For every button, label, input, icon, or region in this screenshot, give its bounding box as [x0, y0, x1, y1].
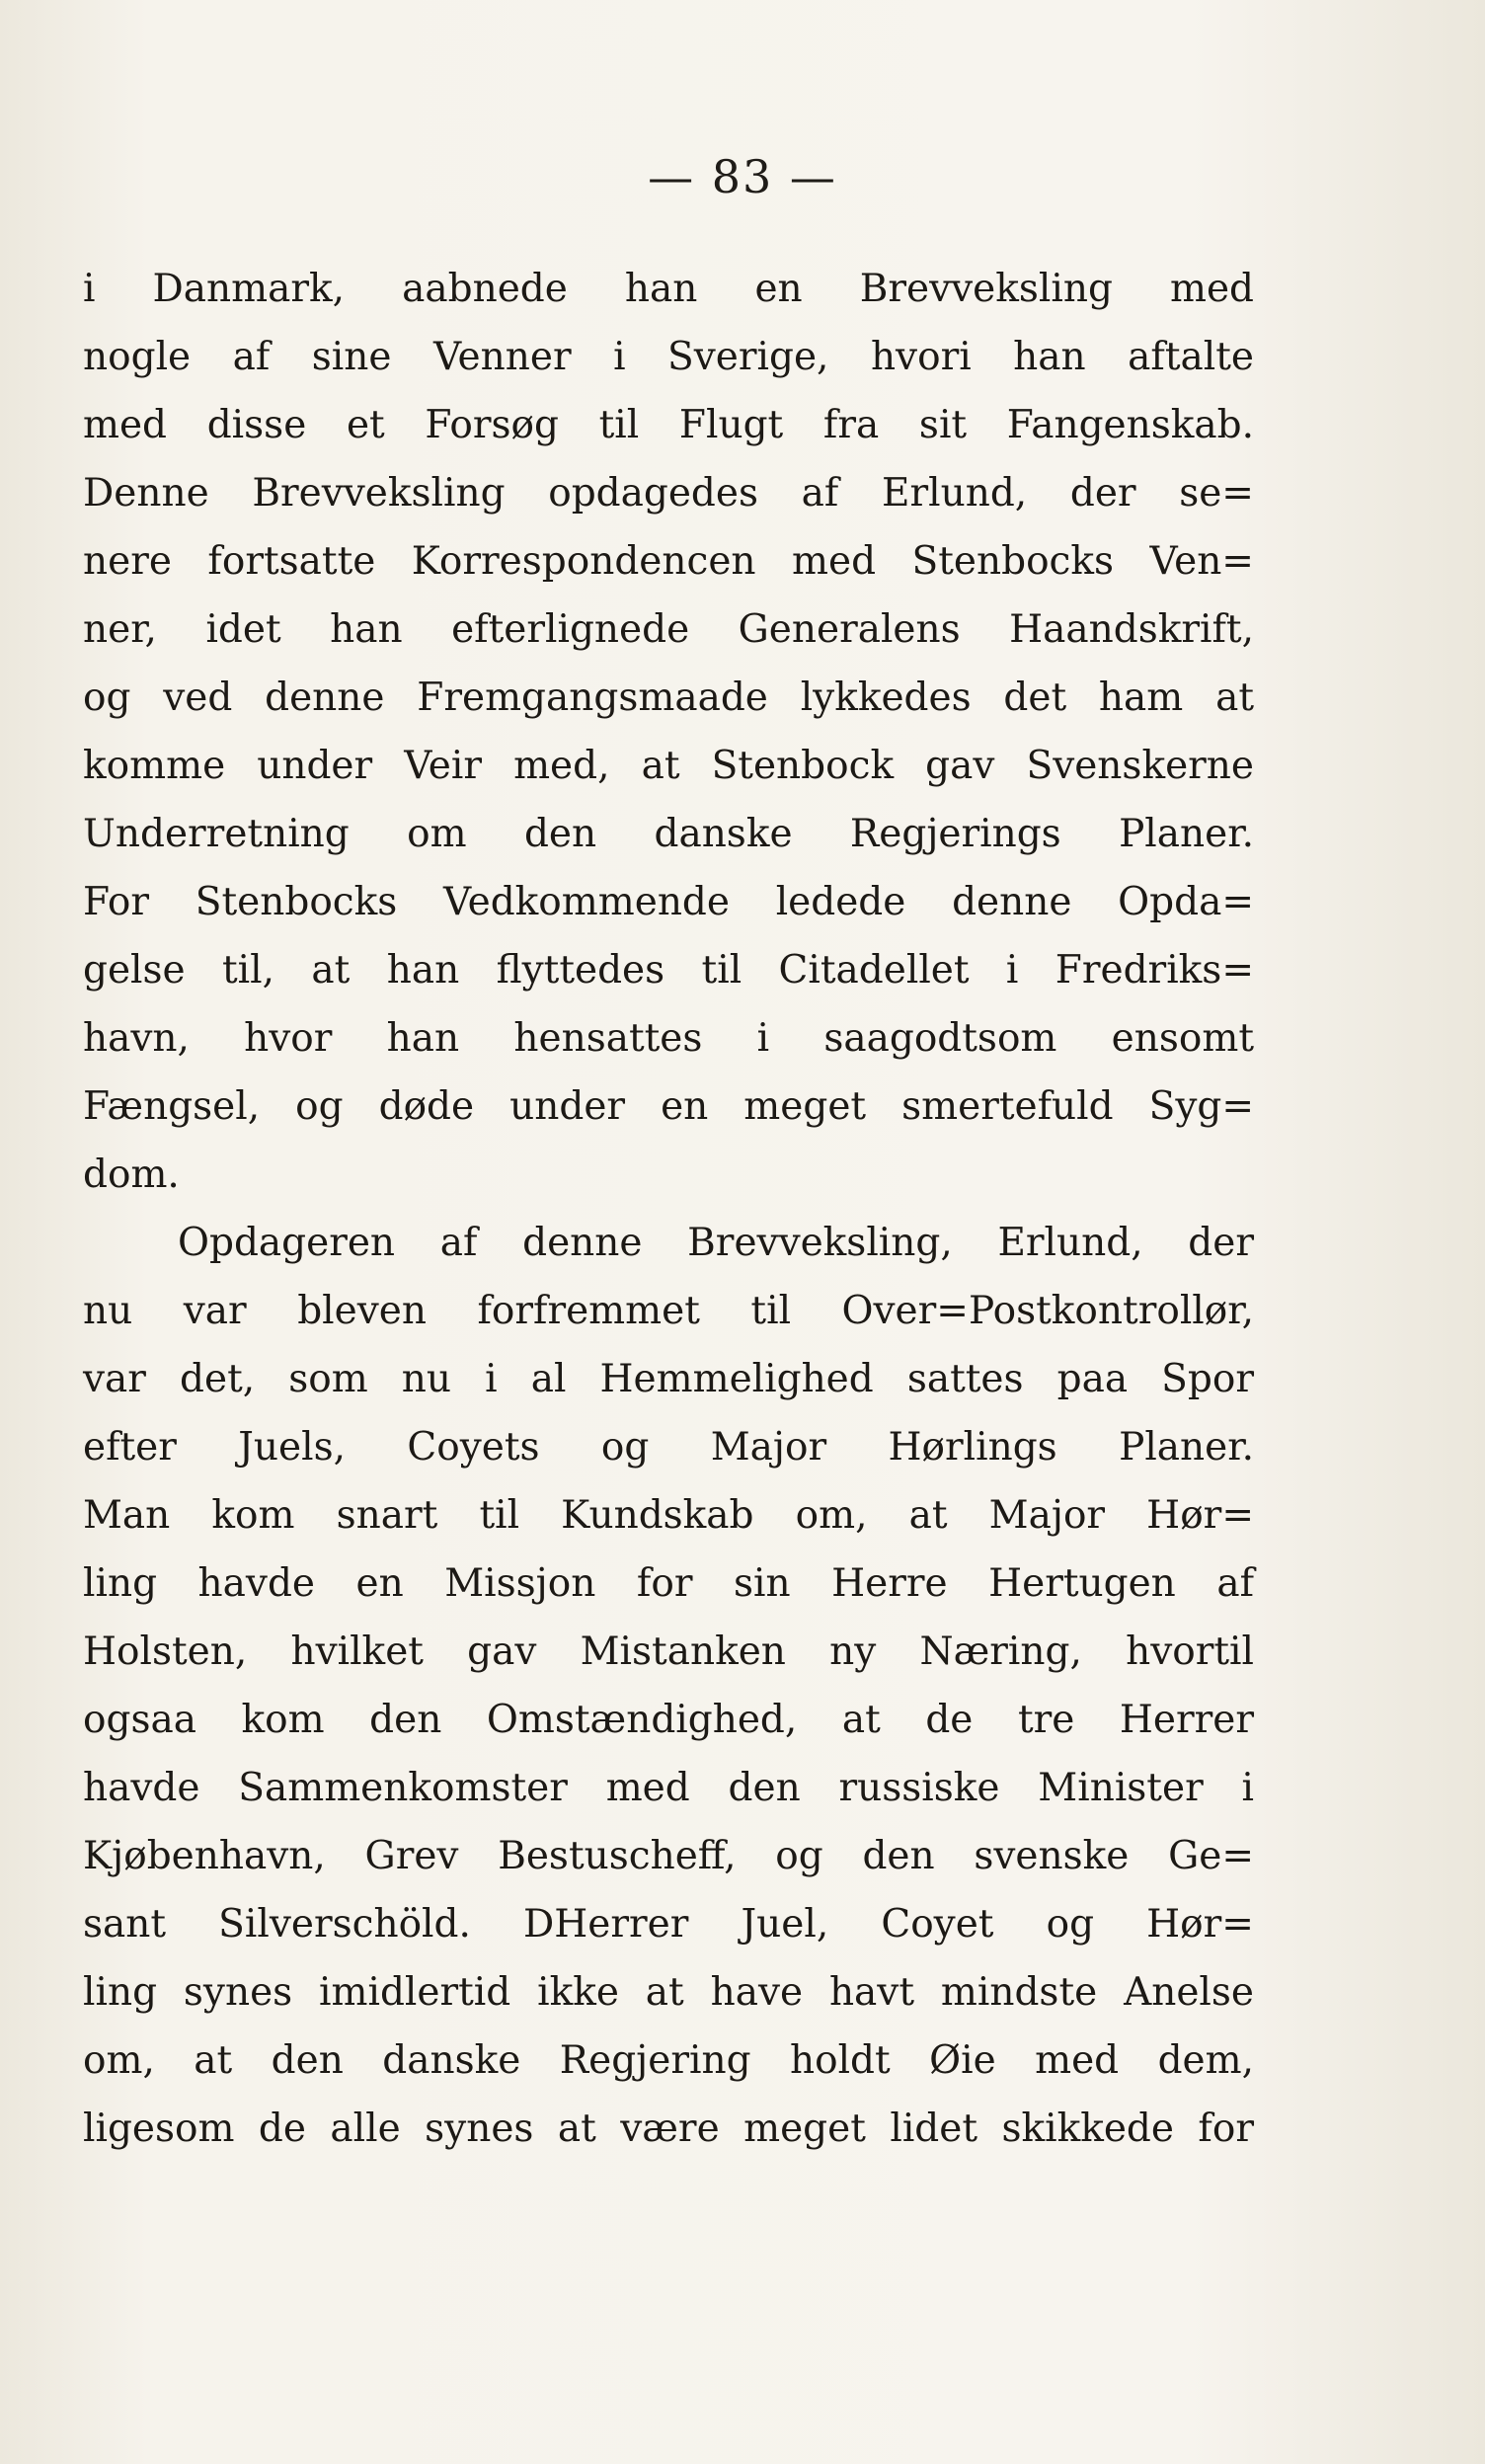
text-line: nu var bleven forfremmet til Over=Postkontrollør, [83, 1289, 1254, 1333]
text-line: nogle af sine Venner i Sverige, hvori han aftalte [83, 335, 1254, 379]
text-line: Underretning om den danske Regjerings Planer. [83, 812, 1254, 856]
text-line: sant Silverschöld. DHerrer Juel, Coyet og Hør= [83, 1902, 1254, 1947]
text-line: havn, hvor han hensattes i saagodtsom ensomt [83, 1016, 1254, 1061]
page-number: — 83 — [648, 150, 837, 203]
text-line: For Stenbocks Vedkommende ledede denne Opda= [83, 880, 1254, 924]
text-line: ner, idet han efterlignede Generalens Haandskrift, [83, 607, 1254, 652]
text-line: ling synes imidlertid ikke at have havt mindste Anelse [83, 1970, 1254, 2015]
text-line: Denne Brevveksling opdagedes af Erlund, der se= [83, 471, 1254, 516]
text-line: Fængsel, og døde under en meget smertefuld Syg= [83, 1084, 1254, 1129]
body-text [83, 255, 1254, 2163]
text-line: ligesom de alle synes at være meget lidet skikkede for [83, 2106, 1254, 2151]
text-line: dom. [83, 1153, 180, 1197]
paragraph-2 [83, 1209, 1254, 2163]
text-line: i Danmark, aabnede han en Brevveksling med [83, 267, 1254, 311]
text-line: ling havde en Missjon for sin Herre Hertugen af [83, 1561, 1254, 1606]
text-line: med disse et Forsøg til Flugt fra sit Fangenskab. [83, 403, 1254, 447]
text-line: var det, som nu i al Hemmelighed sattes paa Spor [83, 1357, 1254, 1401]
text-line: efter Juels, Coyets og Major Hørlings Planer. [83, 1425, 1254, 1470]
text-line: om, at den danske Regjering holdt Øie med dem, [83, 2038, 1254, 2083]
text-line: nere fortsatte Korrespondencen med Stenbocks Ven= [83, 539, 1254, 584]
text-line: gelse til, at han flyttedes til Citadellet i Fredriks= [83, 948, 1254, 993]
text-line: ogsaa kom den Omstændighed, at de tre Herrer [83, 1698, 1254, 1742]
text-line: Man kom snart til Kundskab om, at Major Hør= [83, 1493, 1254, 1538]
text-line: komme under Veir med, at Stenbock gav Svenskerne [83, 744, 1254, 788]
text-line: havde Sammenkomster med den russiske Minister i [83, 1766, 1254, 1810]
text-line: og ved denne Fremgangsmaade lykkedes det ham at [83, 676, 1254, 720]
text-line: Kjøbenhavn, Grev Bestuscheff, og den svenske Ge= [83, 1834, 1254, 1878]
paragraph-1 [83, 255, 1254, 1209]
text-line: Holsten, hvilket gav Mistanken ny Næring, hvortil [83, 1629, 1254, 1674]
text-line: Opdageren af denne Brevveksling, Erlund, der [178, 1221, 1254, 1265]
